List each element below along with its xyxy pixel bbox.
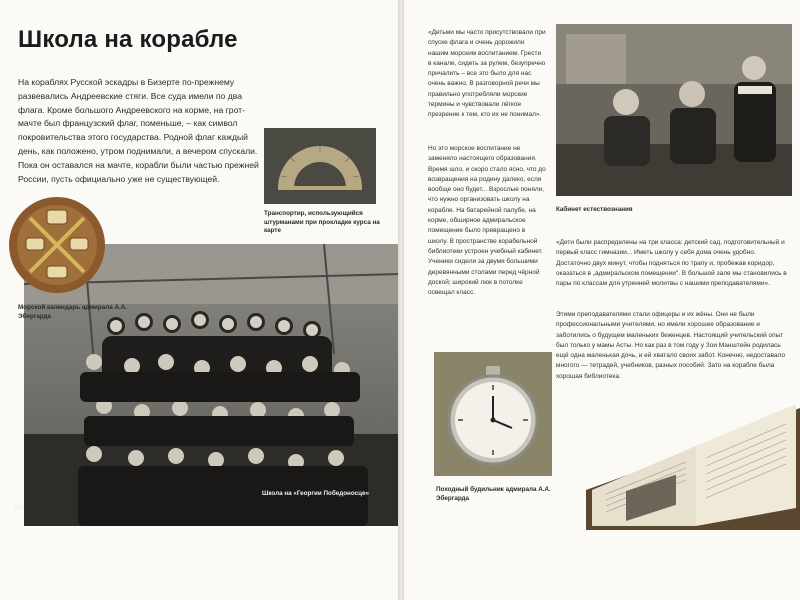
quote-paragraph-2: «Дети были распределены на три класса: детский сад, подготовительный и первый класс гимназии... Иметь школу у себя дома очень удобно. Достаточно двух минут, чтобы подняться по трапу и, пробежав коридор, оказаться в „адмиральском помещении". В большой зале мы становились в пары по классам для утренней молитвы с нашими преподавателями». xyxy=(556,239,787,288)
quote-paragraph-1: «Детьми мы часто присутствовали при спуске флага и очень дорожили нашим морским воспитанием. Грести в канале, сидеть за рулем, безупречно причалить – все это было для нас очень важно. В разговорной речи мы правильно употребляли морские термины и чувствовали лёгкое презрение к тем, кто их не понимал». xyxy=(428,29,546,119)
alarm-clock-image xyxy=(434,352,552,476)
protractor-caption: Транспортир, использующийся штурманами при прокладке курса на карте xyxy=(264,210,380,235)
lab-photo-caption: Кабинет естествознания xyxy=(556,206,633,213)
body-paragraph-2: Но это морское воспитание не заменяло настоящего образования. Время шло, и скоро стало ясно, что до возвращения на родину далеко, если вообще оно будет... Взрослые поняли, что нужно организовать школу на корабле. На батарейной палубе, на корме, обширное адмиральское помещение было превращено в школу. В пространстве корабельной библиотеки устроен учебный кабинет. Ученики сидели за двумя большими деревянными столами перед чёрной доской; широкий люк в потолке освещал класс. xyxy=(428,145,546,297)
intro-paragraph: На кораблях Русской эскадры в Бизерте по-прежнему развевались Андреевские стяги. Все суда имели по два флага. Кроме большого Андреевского на корме, на грот-мачте был французский флаг, поменьше, – как символ покровительства этого государства. Родной флаг каждый день, как положено, утром поднимали, а вечером спускали. Пока он оставался на мачте, корабли были частью прежней России, пусть официально уже не существующей. xyxy=(18,77,259,184)
open-book-photo xyxy=(586,400,800,530)
protractor-photo xyxy=(264,128,376,204)
lab-image xyxy=(556,24,792,196)
marine-calendar xyxy=(8,196,106,294)
book-gutter xyxy=(398,0,404,600)
calendar-image xyxy=(8,196,106,294)
page-number: 56 xyxy=(14,502,25,512)
group-photo-caption: Школа на «Георгии Победоносце» xyxy=(262,490,370,497)
page-title: Школа на корабле xyxy=(18,26,238,53)
body-paragraph-3: Этими преподавателями стали офицеры и их жёны. Они не были профессиональными учителями, но имели хорошее образование и заботились о будущем маленьких беженцев. Настоящий учительский опыт был только у мамы Асты. Но как раз в том году у Зои Манштейн родилась ещё одна маленькая дочь, и ей хватало своих забот. Конечно, недоставало многого — тетрадей, учебников, разных пособий. Зато на корабле была хорошая библиотека. xyxy=(556,311,785,380)
calendar-caption: Морской календарь адмирала А.А. Эбергарда xyxy=(18,304,128,320)
alarm-clock-caption: Походный будильник адмирала А.А. Эбергарда xyxy=(436,486,551,502)
alarm-clock-photo xyxy=(434,352,552,476)
protractor-image xyxy=(264,128,376,204)
natural-science-room-photo xyxy=(556,24,792,196)
open-book-image xyxy=(586,400,800,530)
